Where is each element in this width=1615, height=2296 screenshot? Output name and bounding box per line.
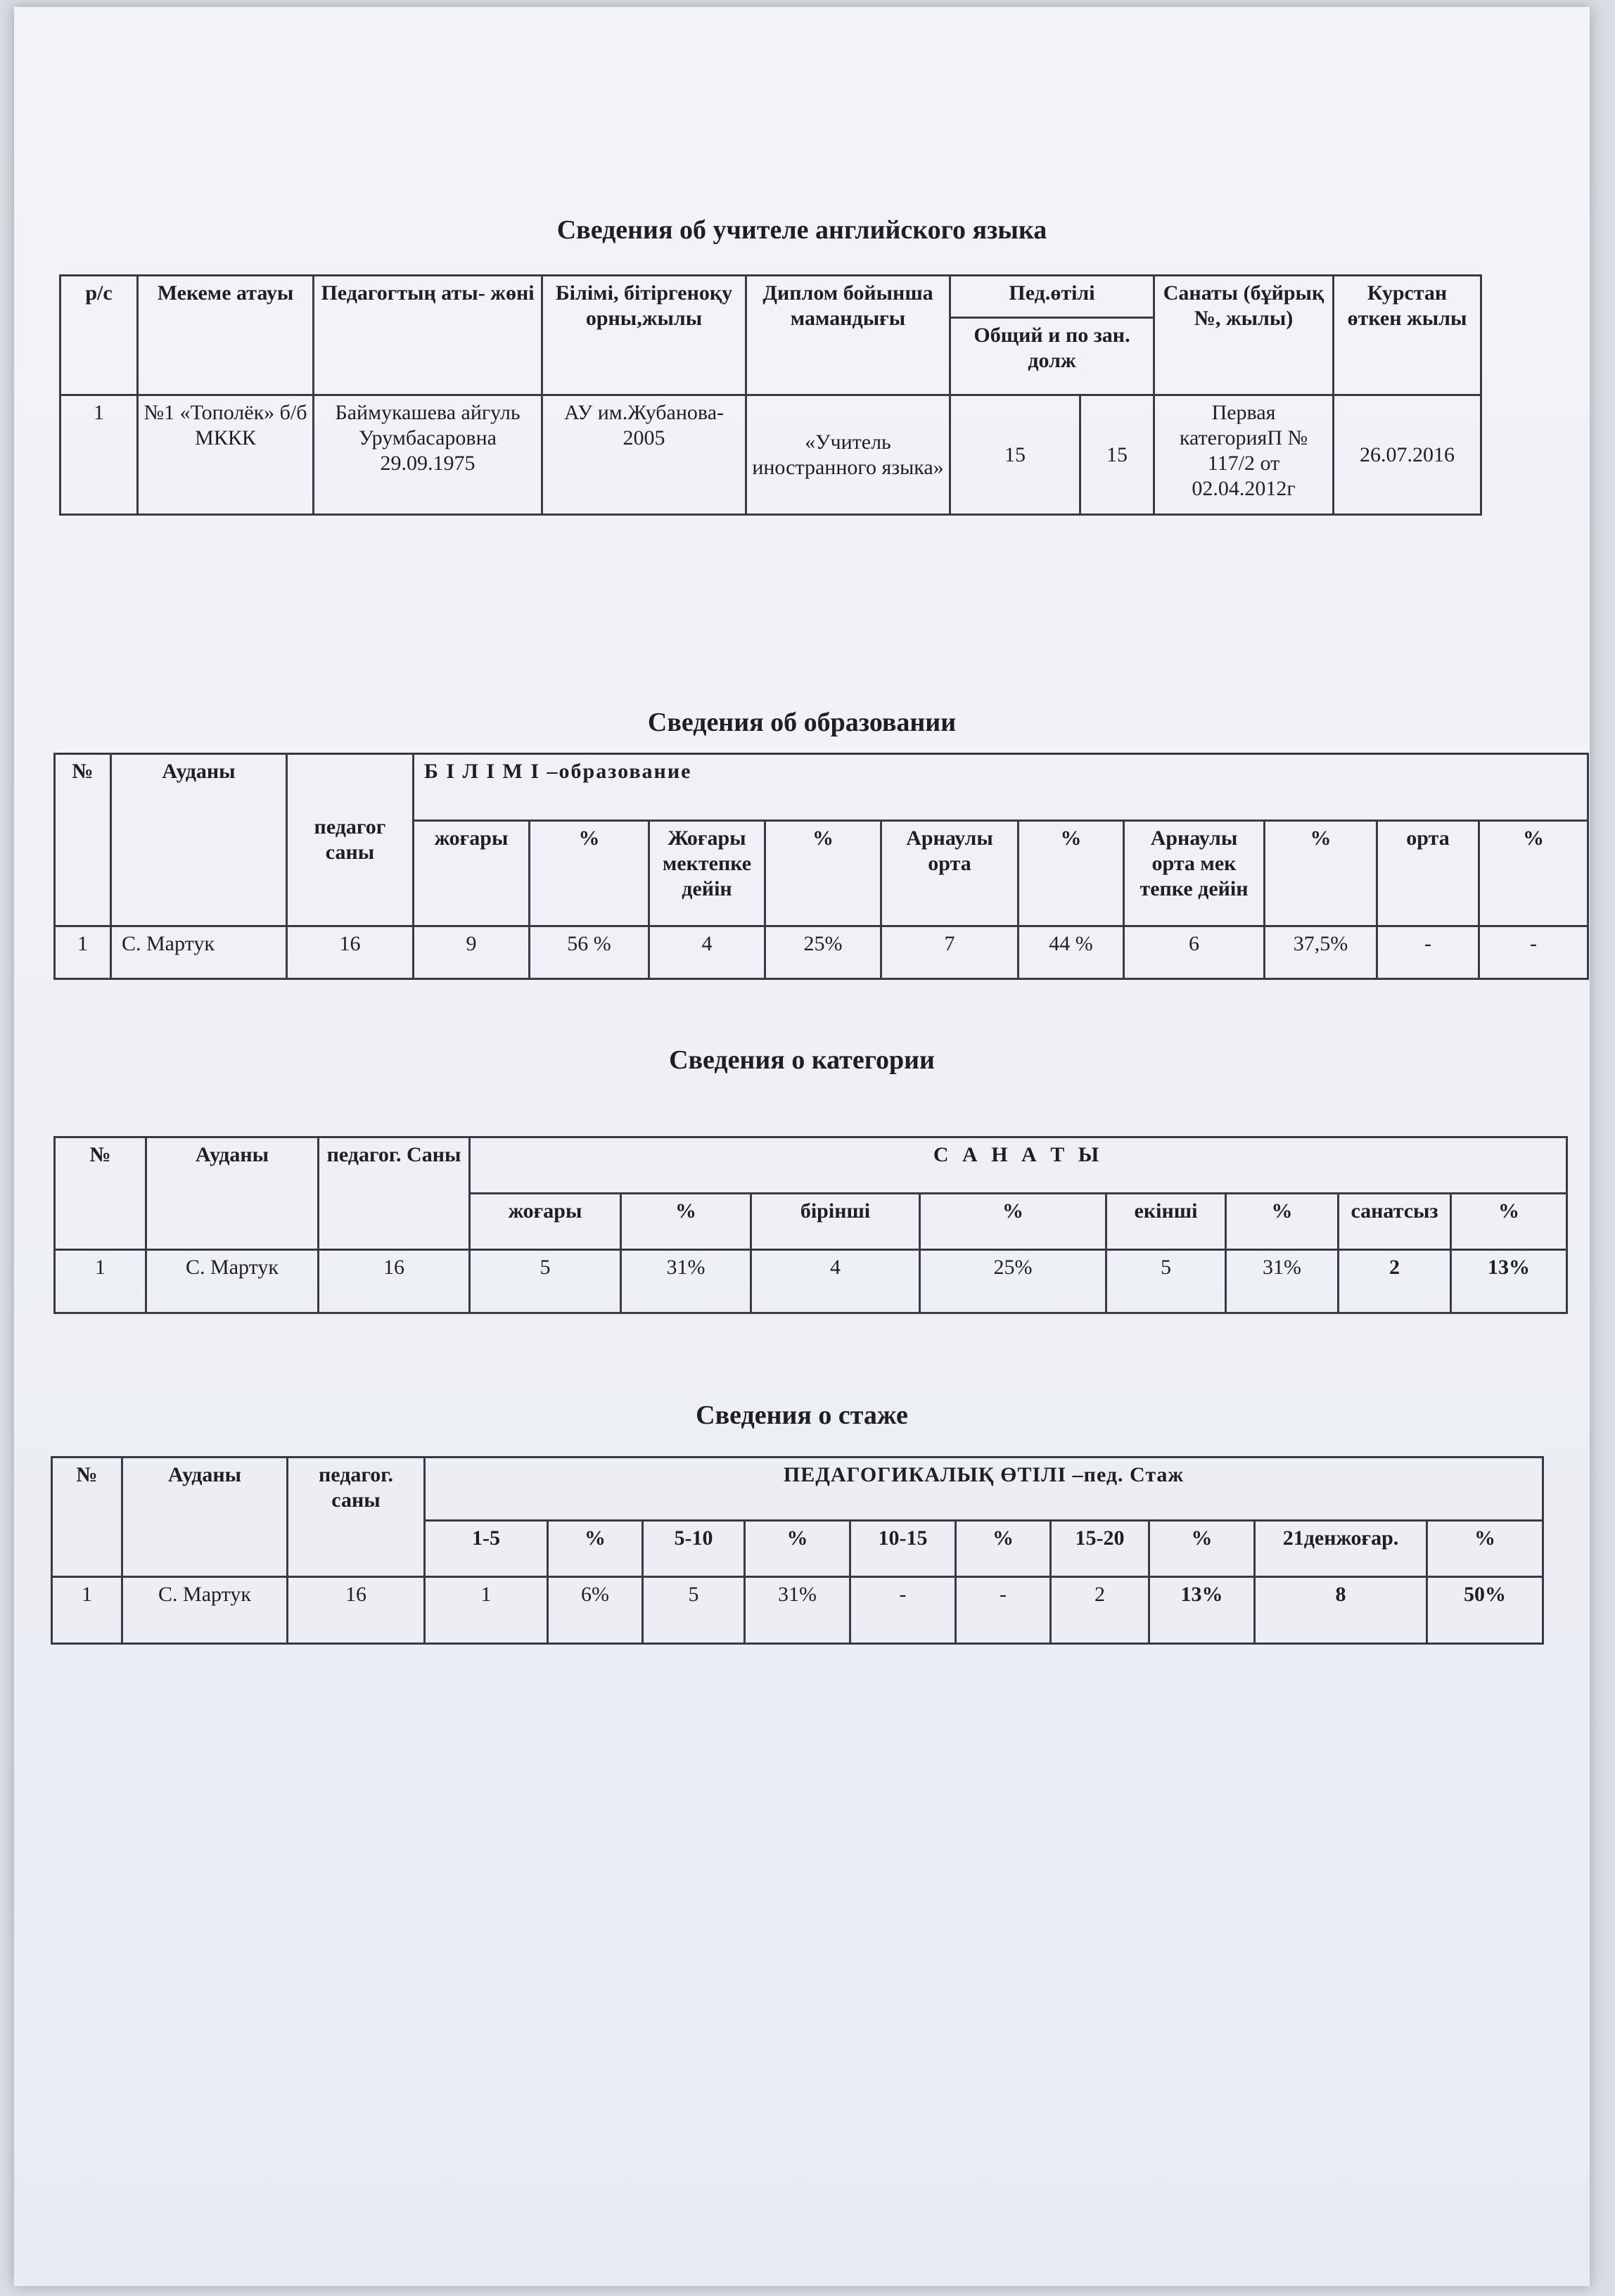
- header-category-group: С А Н А Т Ы: [470, 1137, 1567, 1194]
- cell-teachers: 16: [288, 1577, 425, 1644]
- cell-num: 1: [55, 926, 111, 979]
- header-col: жоғары: [414, 821, 530, 926]
- cell-num: 1: [60, 395, 138, 515]
- header-col: %: [1427, 1521, 1543, 1577]
- header-category: Санаты (бұйрық №, жылы): [1154, 276, 1334, 395]
- header-col: 10-15: [850, 1521, 956, 1577]
- header-district: Ауданы: [146, 1137, 319, 1250]
- header-num: №: [55, 754, 111, 926]
- header-col: %: [548, 1521, 643, 1577]
- cell-value: 9: [414, 926, 530, 979]
- header-specialty: Диплом бойынша мамандығы: [746, 276, 950, 395]
- header-district: Ауданы: [122, 1458, 288, 1577]
- header-col: орта: [1377, 821, 1479, 926]
- cell-value: 44 %: [1019, 926, 1124, 979]
- cell-value: 5: [1106, 1250, 1226, 1313]
- header-num: №: [52, 1458, 122, 1577]
- cell-district: С. Мартук: [146, 1250, 319, 1313]
- teacher-section-title: Сведения об учителе английского языка: [556, 215, 1047, 245]
- category-section-title: Сведения о категории: [669, 1045, 935, 1075]
- category-table: [53, 1136, 1568, 1314]
- table-row: [55, 1250, 1567, 1313]
- cell-teachers: 16: [319, 1250, 470, 1313]
- header-col: %: [765, 821, 881, 926]
- cell-education: АУ им.Жубанова- 2005: [542, 395, 746, 515]
- cell-value: 25%: [765, 926, 881, 979]
- header-col: %: [1265, 821, 1377, 926]
- cell-specialty: «Учитель иностранного языка»: [746, 395, 950, 515]
- header-col: %: [1019, 821, 1124, 926]
- header-teachers: педагог. Саны: [319, 1137, 470, 1250]
- header-col: %: [1479, 821, 1588, 926]
- cell-value: 31%: [745, 1577, 850, 1644]
- cell-value: 25%: [920, 1250, 1106, 1313]
- cell-courses: 26.07.2016: [1334, 395, 1481, 515]
- header-teachers: педагог. саны: [288, 1458, 425, 1577]
- cell-value: 31%: [621, 1250, 751, 1313]
- header-teachers: педагог саны: [287, 754, 414, 926]
- header-district: Ауданы: [111, 754, 287, 926]
- header-col: %: [1226, 1194, 1339, 1250]
- cell-category: Первая категорияП № 117/2 от 02.04.2012г: [1154, 395, 1334, 515]
- header-num: №: [55, 1137, 146, 1250]
- cell-exp-position: 15: [1080, 395, 1154, 515]
- header-col: 1-5: [425, 1521, 548, 1577]
- cell-num: 1: [52, 1577, 122, 1644]
- cell-value: 5: [470, 1250, 621, 1313]
- cell-value: -: [1377, 926, 1479, 979]
- header-col: екінші: [1106, 1194, 1226, 1250]
- cell-value: -: [850, 1577, 956, 1644]
- experience-table: [51, 1456, 1544, 1645]
- header-num: р/с: [60, 276, 138, 395]
- cell-value: 8: [1255, 1577, 1427, 1644]
- header-col: 21денжоғар.: [1255, 1521, 1427, 1577]
- cell-teacher-name: Баймукашева айгуль Урумбасаровна 29.09.1975: [314, 395, 542, 515]
- table-row: [60, 395, 1481, 515]
- cell-value: 37,5%: [1265, 926, 1377, 979]
- table-row: [55, 926, 1588, 979]
- header-col: %: [1149, 1521, 1255, 1577]
- cell-value: 50%: [1427, 1577, 1543, 1644]
- header-education: Білімі, бітіргеноқу орны,жылы: [542, 276, 746, 395]
- header-col: %: [745, 1521, 850, 1577]
- cell-num: 1: [55, 1250, 146, 1313]
- education-section-title: Сведения об образовании: [647, 708, 957, 737]
- header-experience-group: ПЕДАГОГИКАЛЫҚ ӨТІЛІ –пед. Стаж: [425, 1458, 1543, 1521]
- cell-district: С. Мартук: [122, 1577, 288, 1644]
- document-page: [14, 7, 1590, 2286]
- header-teacher-name: Педагогтың аты- жөні: [314, 276, 542, 395]
- cell-value: 6%: [548, 1577, 643, 1644]
- header-education-group: Б І Л І М І –образование: [414, 754, 1588, 821]
- cell-value: 5: [643, 1577, 745, 1644]
- header-col: Арнаулы орта мек тепке дейін: [1124, 821, 1265, 926]
- cell-value: 4: [751, 1250, 920, 1313]
- education-table: [53, 753, 1589, 980]
- header-col: %: [956, 1521, 1051, 1577]
- cell-value: 13%: [1451, 1250, 1567, 1313]
- cell-value: 31%: [1226, 1250, 1339, 1313]
- header-col: %: [920, 1194, 1106, 1250]
- header-experience-sub: Общий и по зан. долж: [950, 318, 1154, 395]
- cell-value: 56 %: [530, 926, 649, 979]
- header-col: Жоғары мектепке дейін: [649, 821, 765, 926]
- header-institution: Мекеме атауы: [138, 276, 314, 395]
- cell-value: -: [1479, 926, 1588, 979]
- header-col: санатсыз: [1339, 1194, 1451, 1250]
- header-experience: Пед.өтілі: [950, 276, 1154, 318]
- cell-value: 2: [1339, 1250, 1451, 1313]
- table-row: [52, 1577, 1543, 1644]
- cell-institution: №1 «Тополёк» б/б МККК: [138, 395, 314, 515]
- experience-section-title: Сведения о стаже: [696, 1401, 908, 1430]
- header-col: 15-20: [1051, 1521, 1149, 1577]
- cell-value: 4: [649, 926, 765, 979]
- teacher-table: [59, 274, 1482, 516]
- cell-value: 1: [425, 1577, 548, 1644]
- header-col: %: [530, 821, 649, 926]
- header-col: 5-10: [643, 1521, 745, 1577]
- cell-exp-total: 15: [950, 395, 1080, 515]
- header-col: жоғары: [470, 1194, 621, 1250]
- cell-value: 2: [1051, 1577, 1149, 1644]
- cell-value: -: [956, 1577, 1051, 1644]
- cell-value: 6: [1124, 926, 1265, 979]
- header-courses: Курстан өткен жылы: [1334, 276, 1481, 395]
- cell-district: С. Мартук: [111, 926, 287, 979]
- header-col: %: [1451, 1194, 1567, 1250]
- cell-value: 13%: [1149, 1577, 1255, 1644]
- header-col: Арнаулы орта: [881, 821, 1019, 926]
- cell-teachers: 16: [287, 926, 414, 979]
- cell-value: 7: [881, 926, 1019, 979]
- header-col: бірінші: [751, 1194, 920, 1250]
- header-col: %: [621, 1194, 751, 1250]
